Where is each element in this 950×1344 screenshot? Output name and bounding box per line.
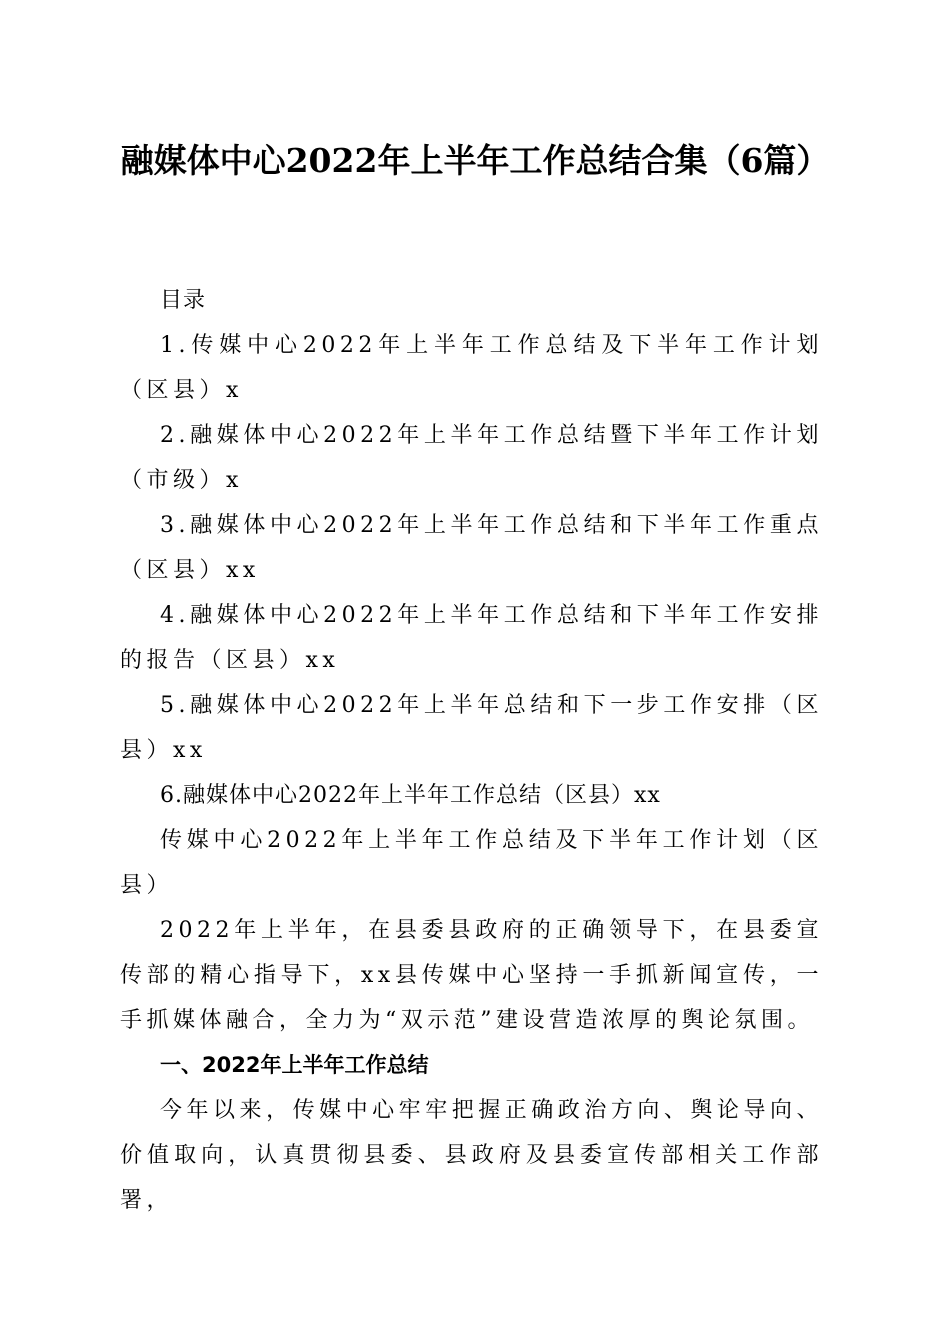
document-body xyxy=(120,278,823,1223)
intro-paragraph: 2022年上半年，在县委县政府的正确领导下，在县委宣传部的精心指导下，xx县传媒中心坚持一手抓新闻宣传，一手抓媒体融合，全力为“双示范”建设营造浓厚的舆论氛围。 xyxy=(120,918,823,1033)
article-title: 传媒中心2022年上半年工作总结及下半年工作计划（区县） xyxy=(120,828,823,898)
document-title: 融媒体中心2022年上半年工作总结合集（6篇） xyxy=(120,141,830,180)
toc-item-4: 4.融媒体中心2022年上半年工作总结和下半年工作安排的报告（区县）xx xyxy=(120,603,823,673)
toc-item-6: 6.融媒体中心2022年上半年工作总结（区县）xx xyxy=(160,783,661,808)
toc-item-1: 1.传媒中心2022年上半年工作总结及下半年工作计划（区县）x xyxy=(120,333,823,403)
toc-item-2: 2.融媒体中心2022年上半年工作总结暨下半年工作计划（市级）x xyxy=(120,423,823,493)
section-heading: 一、2022年上半年工作总结 xyxy=(160,1053,429,1077)
toc-label: 目录 xyxy=(160,288,207,313)
toc-item-3: 3.融媒体中心2022年上半年工作总结和下半年工作重点（区县）xx xyxy=(120,513,823,583)
toc-item-5: 5.融媒体中心2022年上半年总结和下一步工作安排（区县）xx xyxy=(120,693,823,763)
section-paragraph: 今年以来，传媒中心牢牢把握正确政治方向、舆论导向、价值取向，认真贯彻县委、县政府及县委宣传部相关工作部署， xyxy=(120,1098,823,1213)
